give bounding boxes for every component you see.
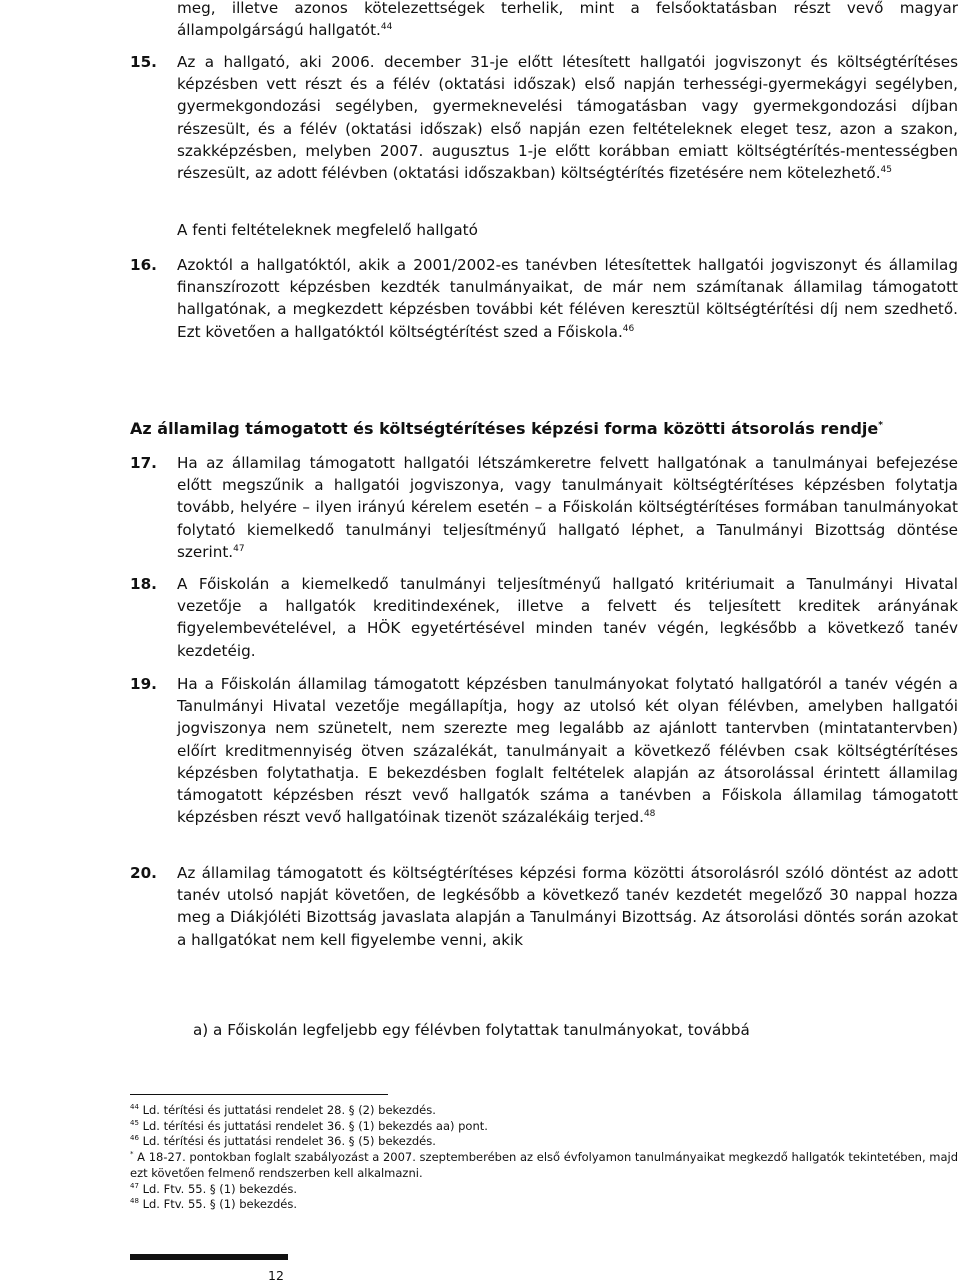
paragraph-17: Ha az államilag támogatott hallgatói létszámkeretre felvett hallgatónak a tanulmányai befejezése előtt megszűnik a hallgatói jogviszonya, vagy tanulmányait költségtérítéses képzésben folytatja tovább, helyére – ilyen irányú kérelem esetén – a Főiskolán költségtérítéses formában tanulmányokat folytató kiemelkedő tanulmányi teljesítményű hallgató léphet, a Tanulmányi Bizottság döntése szerint.$^{47}$ [177, 454, 958, 561]
footnote: $^{44}$ Ld. térítési és juttatási rendelet 28. § (2) bekezdés. [130, 1103, 436, 1117]
footnote-ref: 47 [233, 543, 245, 554]
footnote-ref: 44 [380, 22, 393, 33]
paragraph-18: A Főiskolán a kiemelkedő tanulmányi teljesítményű hallgató kritériumait a Tanulmányi Hivatal vezetője a hallgatók kreditindexének, illetve a felvett és teljesített kreditek arányának figyelembevételével, a HÖK egyetértésével minden tanév végén, legkésőbb a következő tanév kezdetéig. [177, 575, 958, 660]
paragraph-20: Az államilag támogatott és költségtérítéses képzési forma közötti átsorolásról szóló döntést az adott tanév utolsó napját követően, de legkésőbb a következő tanév kezdetét megelőző 30 nappal hozza meg a Diákjóléti Bizottság javaslata alapján a Tanulmányi Bizottság. Az átsorolási döntés során azokat a hallgatókat nem kell figyelembe venni, akik [177, 864, 958, 949]
footnote-separator [130, 1094, 388, 1095]
footnote: $^{45}$ Ld. térítési és juttatási rendelet 36. § (1) bekezdés aa) pont. [130, 1118, 488, 1133]
footnote-ref: 46 [622, 323, 635, 334]
paragraph-16: Azoktól a hallgatóktól, akik a 2001/2002-es tanévben létesítettek hallgatói jogviszonyt és államilag finanszírozott képzésben kezdték tanulmányaikat, de már nem számítanak államilag támogatott hallgatónak, a megkezdett képzésben további két féléven keresztül költségtérítési díj nem szedhető. Ezt követően a hallgatóktól költségtérítést szed a Főiskola.$^{46}$ [177, 256, 958, 341]
footnote-ref: 45 [880, 164, 892, 175]
item-number: 17. [130, 454, 157, 472]
paragraph-19: Ha a Főiskolán államilag támogatott képzésben tanulmányokat folytató hallgatóról a tanév végén a Tanulmányi Hivatal vezetője megállapítja, hogy az utolsó két olyan félévben, amelyben hallgatói jogviszonya nem szünetelt, nem szerezte meg legalább az ajánlott tantervben (mintatantervben) előírt kreditmennyiség ötven százalékát, tanulmányait a következő félévben csak költségtérítéses képzésben folytathatja. E bekezdésben foglalt feltételek alapján az átsorolással érintett államilag támogatott képzésben részt vevő hallgatók száma a tanévben a Főiskola államilag támogatott képzésben részt vevő hallgatóinak tizenöt százalékáig terjed.$^{48}$ [177, 675, 958, 827]
footnote: * A 18-27. pontokban foglalt szabályozást a 2007. szeptemberében az első évfolyamon tanulmányaikat megkezdő hallgatók tekintetében, majd ezt követően felmenő rendszerben kell alkalmazni. [130, 1150, 959, 1180]
footnotes [130, 1103, 958, 1213]
paragraph-20-subitem-a: a) a Főiskolán legfeljebb egy félévben folytattak tanulmányokat, továbbá [193, 1021, 750, 1039]
footnote: $^{46}$ Ld. térítési és juttatási rendelet 36. § (5) bekezdés. [130, 1134, 436, 1149]
footnote: $^{47}$ Ld. Ftv. 55. § (1) bekezdés. [130, 1181, 297, 1196]
page-number: 12 [268, 1268, 284, 1283]
item-number: 16. [130, 256, 157, 274]
footnote: $^{48}$ Ld. Ftv. 55. § (1) bekezdés. [130, 1197, 297, 1212]
item-number: 18. [130, 575, 157, 593]
footnote-ref: * [878, 420, 883, 431]
paragraph-15: Az a hallgató, aki 2006. december 31-je előtt létesített hallgatói jogviszonyt és költségtérítéses képzésben vett részt és a félév (oktatási időszak) első napján terhességi-gyermekágyi segélyben, gyermekgondozási segélyben, gyermeknevelési támogatásban vagy gyermekgondozási díjban részesült, és a félév (oktatási időszak) első napján ezen feltételeknek eleget tesz, azon a szakon, szakképzésben, melyben 2007. augusztus 1-je előtt korábban emiatt költségtérítés-mentességben részesült, az adott félévben (oktatási időszakban) költségtérítés fizetésére nem kötelezhető.$^{45}$ [177, 53, 958, 183]
section-heading: Az államilag támogatott és költségtérítéses képzési forma közötti átsorolás rendje* [130, 419, 883, 438]
footer-bar [130, 1254, 288, 1260]
item-number: 20. [130, 864, 157, 882]
footnote-ref: 48 [643, 809, 656, 820]
paragraph-14-continuation: meg, illetve azonos kötelezettségek terhelik, mint a felsőoktatásban részt vevő magyar állampolgárságú hallgatót.$^{44}$ [177, 0, 958, 40]
item-number: 19. [130, 675, 157, 693]
paragraph-15-subline: A fenti feltételeknek megfelelő hallgató [177, 221, 478, 239]
item-number: 15. [130, 53, 157, 71]
